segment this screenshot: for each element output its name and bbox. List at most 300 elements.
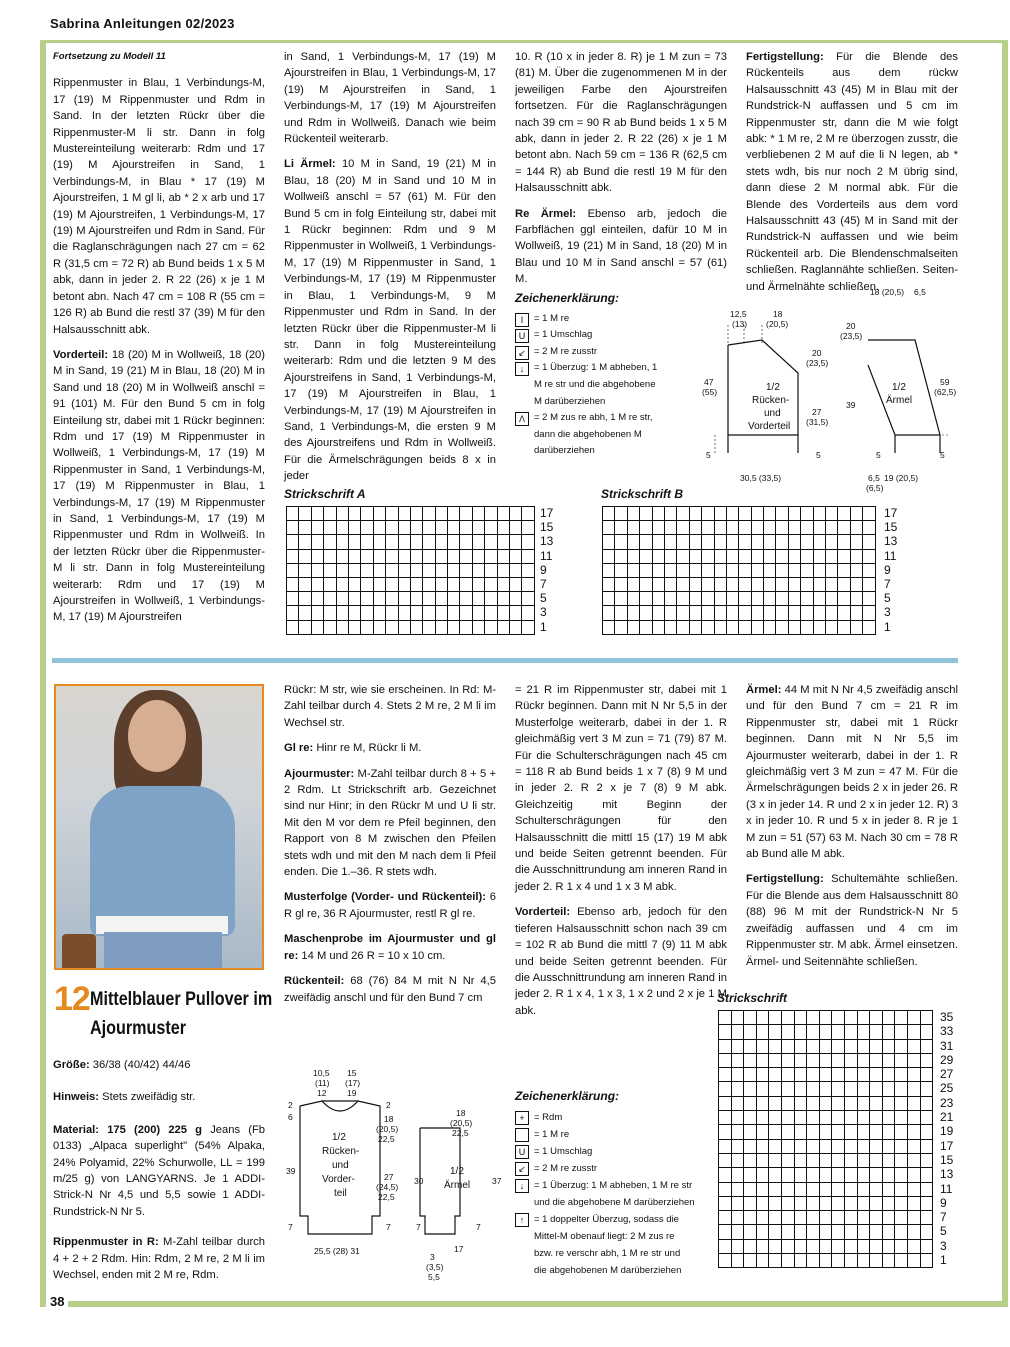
grid-cell [485,564,497,578]
grid-cell [921,1225,934,1239]
grid-cell [782,1011,795,1025]
grid-cell [337,535,349,549]
grid-cell [769,1068,782,1082]
grid-cell [789,592,801,606]
grid-cell [764,592,776,606]
grid-cell [845,1168,858,1182]
grid-cell [769,1082,782,1096]
row-number: 9 [540,562,547,577]
paragraph: Re Ärmel: Ebenso arb, jedoch die Farbflächen ggl einteilen, dafür 10 M in Wollweiß, 19 (21) M in Sand, 18 (20) M in Blau und 10 M in Sand anschl = 57 (61) M. [515,207,727,286]
grid-cell [858,1111,871,1125]
paragraph: Gl re: Hinr re M, Rückr li M. [284,742,422,755]
grid-cell [895,1097,908,1111]
grid-cell [690,578,702,592]
k2tog-icon: ↙ [515,346,529,360]
grid-cell [789,507,801,521]
grid-row [287,564,535,578]
grid-cell [324,507,336,521]
grid-cell [883,1197,896,1211]
grid-cell [826,535,838,549]
grid-cell [628,578,640,592]
grid-cell [858,1183,871,1197]
grid-cell [757,1025,770,1039]
grid-cell [782,1240,795,1254]
grid-cell [858,1082,871,1096]
chart-title: Strickschrift [717,991,788,1005]
grid-cell [807,1054,820,1068]
grid-cell [895,1168,908,1182]
grid-cell [299,535,311,549]
grid-cell [757,1125,770,1139]
skp-icon: ↓ [515,1179,529,1193]
grid-cell [744,1068,757,1082]
grid-cell [807,1068,820,1082]
grid-cell [287,606,299,620]
grid-cell [807,1254,820,1268]
grid-cell [690,521,702,535]
grid-cell [337,592,349,606]
grid-cell [732,1068,745,1082]
grid-cell [870,1211,883,1225]
grid-cell [801,507,813,521]
grid-cell [719,1111,732,1125]
grid-cell [832,1111,845,1125]
chart-grid [718,1010,933,1268]
grid-cell [845,1082,858,1096]
grid-cell [769,1011,782,1025]
grid-cell [653,592,665,606]
grid-cell [820,1054,833,1068]
grid-cell [801,550,813,564]
grid-cell [832,1168,845,1182]
grid-cell [921,1240,934,1254]
grid-cell [807,1111,820,1125]
grid-cell [807,1197,820,1211]
row-number: 9 [940,1195,947,1210]
grid-cell [628,592,640,606]
grid-cell [739,535,751,549]
grid-cell [653,606,665,620]
grid-cell [826,578,838,592]
grid-cell [702,592,714,606]
grid-cell [386,507,398,521]
grid-cell [845,1197,858,1211]
grid-cell [324,535,336,549]
grid-cell [838,621,850,635]
grid-cell [361,521,373,535]
row-number: 29 [940,1052,954,1067]
grid-cell [436,535,448,549]
grid-cell [782,1183,795,1197]
grid-cell [795,1068,808,1082]
grid-cell [460,578,472,592]
grid-cell [820,1240,833,1254]
grid-cell [908,1111,921,1125]
grid-cell [349,521,361,535]
grid-cell [858,1097,871,1111]
grid-row [603,621,876,635]
grid-cell [820,1097,833,1111]
grid-cell [782,1168,795,1182]
grid-cell [702,507,714,521]
section-divider [52,658,958,663]
grid-cell [744,1197,757,1211]
chart-b-title: Strickschrift B [601,487,684,501]
grid-cell [677,507,689,521]
grid-cell [838,535,850,549]
grid-cell [485,550,497,564]
grid-cell [510,606,522,620]
grid-cell [826,507,838,521]
grid-cell [522,550,534,564]
grid-row [603,578,876,592]
grid-cell [628,535,640,549]
grid-cell [744,1125,757,1139]
row-number: 31 [940,1038,954,1053]
grid-cell [795,1111,808,1125]
row-number: 13 [940,1167,954,1182]
grid-cell [757,1225,770,1239]
grid-cell [814,521,826,535]
paragraph: Rückenteil: 68 (76) 84 M mit N Nr 4,5 zweifädig anschl und für den Bund 7 cm [284,975,496,1004]
grid-cell [782,1254,795,1268]
legend-item: I = 1 M re [515,311,665,328]
row-number: 11 [884,548,897,563]
grid-cell [832,1211,845,1225]
grid-cell [814,507,826,521]
grid-cell [460,521,472,535]
grid-cell [870,1097,883,1111]
grid-cell [312,578,324,592]
grid-cell [411,592,423,606]
grid-cell [845,1154,858,1168]
grid-row [719,1125,933,1139]
grid-cell [690,507,702,521]
grid-cell [603,578,615,592]
grid-cell [349,592,361,606]
grid-cell [795,1040,808,1054]
grid-cell [870,1197,883,1211]
paragraph: Vorderteil: 18 (20) M in Wollweiß, 18 (20) M in Sand, 19 (21) M in Blau, 18 (20) M in Sand und 18 (20) M in Wollweiß anschl = 91 (101) M. Für den Bund 5 cm in folg Einteilung str, dabei mit 1 Rückr beginnen: Rdm und 17 (19) M Rippenmuster in Wollweiß, 1 Verbindungs-M, 17 (19) M Rippenmuster in Sand, 1 Verbindungs-M, 17 (19) M Rippenmuster in Blau, 1 Verbindungs-M, 17 (19) M Rippenmuster in Sand, 1 Verbindungs-M, 17 (19) M Rippenmuster und Rdm in Wollweiß. In der letzten Rückr über die Rippenmuster-M li str. Dann in folg Mustereinteilung weiterarb: Rdm und 17 (19) M Ajourstreifen in Wollweiß, 1 Verbindungs-M, 17 (19) M Ajourstreifen [53,348,265,624]
grid-cell [727,564,739,578]
grid-cell [473,606,485,620]
grid-cell [615,535,627,549]
grid-cell [727,606,739,620]
grid-cell [299,621,311,635]
row-number: 15 [940,1152,954,1167]
grid-cell [776,592,788,606]
grid-cell [299,507,311,521]
grid-cell [510,564,522,578]
grid-cell [615,521,627,535]
grid-cell [615,578,627,592]
schematic-pullover: 10,5 (11) 12 15 (17) 19 2 6 2 18 (20,5) 22,5 39 27 (24,5) 22,5 7 7 25,5 (28) 31 1/2 Rücken- und Vorder- teil 18 (20,5) 22,5 30 37 7 7 17 3 (3,5) 5,5 1/2 Ärmel [280,1066,510,1286]
grid-cell [719,1154,732,1168]
legend-item: Λ = 2 M zus re abh, 1 M re str, dann die abgehobenen M darüberziehen [515,410,665,460]
grid-cell [921,1068,934,1082]
grid-cell [374,578,386,592]
grid-cell [386,578,398,592]
grid-cell [324,564,336,578]
paragraph: Ajourmuster: M-Zahl teilbar durch 8 + 5 + 2 Rdm. Lt Strickschrift arb. Gezeichnet sind nur Hinr; in den Rückr M und U li str. Mit den M vor dem re Pfeil beginnen, den Rapport von 8 M zwischen den Pfeilen stets wdh und mit den M nach dem li Pfeil enden. Die 1.–36. R stets wdh. [284,767,496,879]
grid-cell [769,1125,782,1139]
grid-cell [498,535,510,549]
grid-cell [460,535,472,549]
grid-cell [764,507,776,521]
grid-cell [522,507,534,521]
grid-cell [776,521,788,535]
grid-cell [349,535,361,549]
grid-cell [801,578,813,592]
row-number: 5 [940,1224,947,1239]
double-skp-icon: ↑ [515,1213,529,1227]
grid-cell [826,550,838,564]
grid-cell [498,578,510,592]
grid-cell [423,550,435,564]
grid-cell [870,1225,883,1239]
grid-cell [870,1082,883,1096]
grid-cell [615,507,627,521]
grid-cell [814,621,826,635]
grid-cell [789,578,801,592]
grid-cell [801,606,813,620]
grid-cell [883,1111,896,1125]
grid-cell [870,1140,883,1154]
grid-cell [690,621,702,635]
grid-cell [769,1211,782,1225]
grid-cell [349,606,361,620]
grid-cell [727,592,739,606]
grid-row [719,1154,933,1168]
grid-cell [807,1125,820,1139]
grid-cell [744,1154,757,1168]
grid-row [287,592,535,606]
grid-cell [895,1240,908,1254]
grid-cell [832,1225,845,1239]
grid-cell [510,535,522,549]
grid-cell [789,521,801,535]
grid-cell [921,1097,934,1111]
grid-cell [870,1025,883,1039]
grid-cell [665,521,677,535]
grid-cell [386,521,398,535]
grid-cell [719,1011,732,1025]
k2tog-icon: ↙ [515,1162,529,1176]
grid-cell [615,592,627,606]
grid-row [719,1197,933,1211]
grid-cell [628,550,640,564]
row-number: 1 [540,619,547,634]
grid-cell [485,578,497,592]
grid-cell [895,1111,908,1125]
grid-cell [870,1054,883,1068]
grid-cell [782,1068,795,1082]
grid-cell [820,1154,833,1168]
paragraph: 10. R (10 x in jeder 8. R) je 1 M zun = 73 (81) M. Über die zugenommenen M in der jeweiligen Farbe den Ajourstreifen fortsetzen. Für die Raglanschrägungen nach 39 cm = 90 R ab Bund beids 1 x 5 M abk, dann in jeder 2. R 22 (26) x je 1 M betont abn. Nach 59 cm = 136 R (62,5 cm = 144 R) ab Bund die restl 19 M für den Halsausschnitt abk. [515,51,727,195]
row-number: 7 [884,577,891,592]
grid-row [719,1054,933,1068]
grid-cell [719,1125,732,1139]
schematic-body-top: 12,5 (13) 18 (20,5) 20 (23,5) 47 (55) 27 (31,5) 5 5 30,5 (33,5) 1/2 Rücken- und Vorderteil 18 (20,5) 6,5 20 (23,5) 39 59 (62,5) 5 5 19 (20,5) 6,5 (6,5) 1/2 Ärmel [700,285,960,485]
grid-cell [739,564,751,578]
grid-cell [826,606,838,620]
grid-cell [448,564,460,578]
grid-cell [795,1240,808,1254]
grid-cell [845,1054,858,1068]
grid-cell [287,521,299,535]
grid-cell [845,1225,858,1239]
grid-cell [719,1240,732,1254]
grid-cell [640,578,652,592]
grid-cell [677,521,689,535]
grid-cell [776,507,788,521]
grid-cell [423,521,435,535]
row-number: 9 [884,562,891,577]
grid-cell [782,1054,795,1068]
grid-cell [752,592,764,606]
grid-cell [739,606,751,620]
row-number: 23 [940,1095,954,1110]
grid-cell [719,1225,732,1239]
grid-cell [870,1068,883,1082]
grid-cell [702,578,714,592]
grid-cell [653,550,665,564]
grid-cell [732,1111,745,1125]
grid-cell [801,535,813,549]
grid-cell [744,1040,757,1054]
knit-icon: I [515,313,529,327]
grid-cell [374,535,386,549]
grid-cell [782,1125,795,1139]
grid-cell [895,1225,908,1239]
grid-cell [337,521,349,535]
paragraph: Ärmel: 44 M mit N Nr 4,5 zweifädig anschl und für den Bund 7 cm = 21 R im Rippenmuster str, dabei mit 1 Rückr beginnen. Dann mit N Nr 5,5 im Ajourmuster weiterarb, dabei in der 1. R gleichmäßig vert 3 M zun = 47 M. Für die Ärmelschrägungen beids 2 x in jeder 26. R (3 x in jeder 14. R und 2 x in jeder 12. R) 3 x in jeder 10. R und 5 x in jeder 8. R je 1 M zun = 51 (57) 63 M. Nach 30 cm = 78 R ab Bund alle M abk. [746,684,958,861]
grid-cell [665,578,677,592]
grid-cell [485,606,497,620]
grid-cell [883,1211,896,1225]
grid-cell [485,592,497,606]
grid-cell [460,621,472,635]
grid-cell [851,578,863,592]
grid-cell [287,564,299,578]
grid-cell [744,1097,757,1111]
grid-row [719,1068,933,1082]
grid-cell [411,550,423,564]
row-number: 15 [884,520,898,535]
row-number: 1 [940,1253,947,1268]
legend-item: U = 1 Umschlag [515,1143,695,1160]
grid-cell [870,1254,883,1268]
grid-cell [498,621,510,635]
grid-cell [732,1154,745,1168]
grid-cell [838,550,850,564]
chart-a-row-numbers [540,506,553,634]
grid-cell [764,550,776,564]
grid-cell [603,564,615,578]
grid-cell [769,1197,782,1211]
grid-cell [603,550,615,564]
grid-row [603,507,876,521]
grid-cell [764,564,776,578]
grid-cell [883,1040,896,1054]
double-decrease-icon: Λ [515,412,529,426]
grid-cell [782,1082,795,1096]
grid-cell [921,1011,934,1025]
grid-cell [615,564,627,578]
grid-cell [883,1011,896,1025]
grid-cell [820,1168,833,1182]
grid-cell [702,621,714,635]
grid-cell [727,521,739,535]
grid-cell [883,1140,896,1154]
grid-cell [795,1197,808,1211]
grid-cell [863,521,875,535]
grid-cell [908,1097,921,1111]
grid-row [719,1240,933,1254]
grid-cell [411,564,423,578]
grid-cell [769,1240,782,1254]
grid-cell [665,606,677,620]
grid-cell [908,1254,921,1268]
grid-cell [801,564,813,578]
grid-cell [374,550,386,564]
grid-cell [832,1140,845,1154]
grid-cell [473,578,485,592]
grid-cell [349,564,361,578]
grid-cell [795,1082,808,1096]
grid-cell [752,578,764,592]
grid-cell [732,1040,745,1054]
grid-cell [299,521,311,535]
grid-cell [807,1082,820,1096]
grid-cell [324,592,336,606]
grid-cell [838,521,850,535]
grid-cell [603,521,615,535]
grid-cell [832,1197,845,1211]
grid-cell [814,592,826,606]
grid-cell [690,535,702,549]
grid-cell [807,1025,820,1039]
grid-cell [895,1125,908,1139]
grid-cell [795,1211,808,1225]
grid-cell [832,1097,845,1111]
grid-cell [757,1082,770,1096]
grid-cell [757,1011,770,1025]
grid-row [287,507,535,521]
grid-cell [858,1140,871,1154]
grid-cell [628,606,640,620]
grid-cell [832,1254,845,1268]
grid-cell [921,1197,934,1211]
grid-cell [921,1040,934,1054]
row-number: 3 [540,605,547,620]
grid-cell [870,1011,883,1025]
grid-cell [744,1082,757,1096]
grid-cell [719,1211,732,1225]
paragraph: Größe: 36/38 (40/42) 44/46 [53,1059,191,1071]
grid-cell [744,1111,757,1125]
grid-cell [473,507,485,521]
top-column-4 [746,49,958,304]
grid-cell [870,1111,883,1125]
grid-cell [782,1197,795,1211]
grid-cell [727,550,739,564]
grid-cell [851,606,863,620]
grid-cell [863,621,875,635]
grid-cell [883,1125,896,1139]
grid-cell [399,550,411,564]
grid-cell [732,1011,745,1025]
